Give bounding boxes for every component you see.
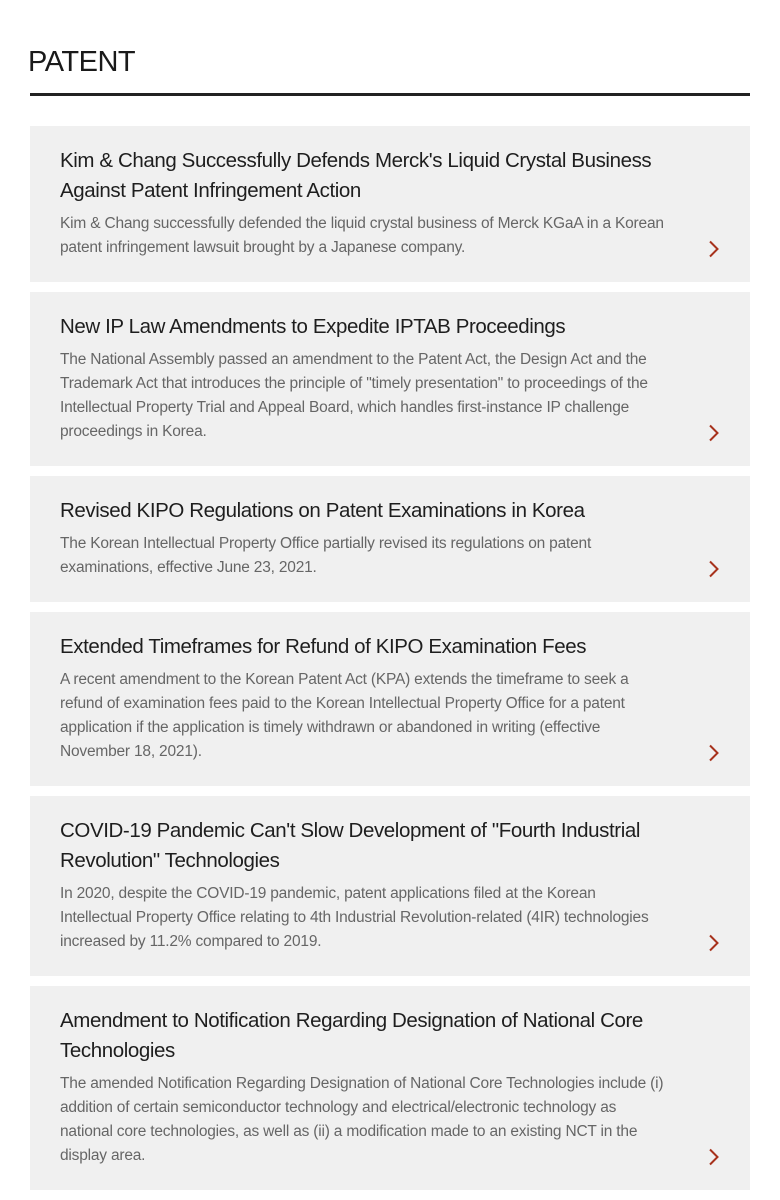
news-card-title[interactable]: Extended Timeframes for Refund of KIPO Examination Fees	[60, 635, 587, 658]
news-card[interactable]	[30, 986, 750, 1190]
news-list	[30, 126, 750, 1200]
chevron-right-icon[interactable]	[708, 1148, 720, 1166]
news-card-title[interactable]: Revised KIPO Regulations on Patent Examinations in Korea	[60, 499, 585, 522]
news-card-title[interactable]: New IP Law Amendments to Expedite IPTAB Proceedings	[60, 315, 566, 338]
news-card-summary: In 2020, despite the COVID-19 pandemic, patent applications filed at the Korean Intellectual Property Office relating to 4th Industrial Revolution-related (4IR) technologies increased by 11.2% compared to 2019.	[60, 885, 649, 950]
news-card[interactable]	[30, 612, 750, 786]
news-card-summary: The Korean Intellectual Property Office partially revised its regulations on patent examinations, effective June 23, 2021.	[60, 535, 592, 576]
chevron-right-icon[interactable]	[708, 744, 720, 762]
chevron-right-icon[interactable]	[708, 424, 720, 442]
title-divider	[30, 93, 750, 96]
news-card-summary: The amended Notification Regarding Designation of National Core Technologies include (i) addition of certain semiconductor technology and electrical/electronic technology as national core technologies, as well as (ii) a modification made to an existing NCT in the display area.	[60, 1075, 664, 1164]
news-card-summary: The National Assembly passed an amendment to the Patent Act, the Design Act and the Trademark Act that introduces the principle of "timely presentation" to proceedings of the Intellectual Property Trial and Appeal Board, which handles first-instance IP challenge proceedings in Korea.	[60, 351, 648, 440]
news-card[interactable]	[30, 292, 750, 466]
news-card[interactable]	[30, 476, 750, 602]
news-card[interactable]	[30, 126, 750, 282]
news-card-title[interactable]: Kim & Chang Successfully Defends Merck's Liquid Crystal Business Against Patent Infringement Action	[60, 149, 652, 202]
chevron-right-icon[interactable]	[708, 934, 720, 952]
news-card-title[interactable]: Amendment to Notification Regarding Designation of National Core Technologies	[60, 1009, 643, 1062]
news-card[interactable]	[30, 796, 750, 976]
news-card-title[interactable]: COVID-19 Pandemic Can't Slow Development of "Fourth Industrial Revolution" Technologies	[60, 819, 641, 872]
chevron-right-icon[interactable]	[708, 240, 720, 258]
news-card-summary: Kim & Chang successfully defended the liquid crystal business of Merck KGaA in a Korean patent infringement lawsuit brought by a Japanese company.	[60, 215, 664, 256]
chevron-right-icon[interactable]	[708, 560, 720, 578]
news-card-summary: A recent amendment to the Korean Patent Act (KPA) extends the timeframe to seek a refund of examination fees paid to the Korean Intellectual Property Office for a patent application if the application is timely withdrawn or abandoned in writing (effective November 18, 2021).	[60, 671, 629, 760]
section-title: PATENT	[28, 46, 136, 78]
